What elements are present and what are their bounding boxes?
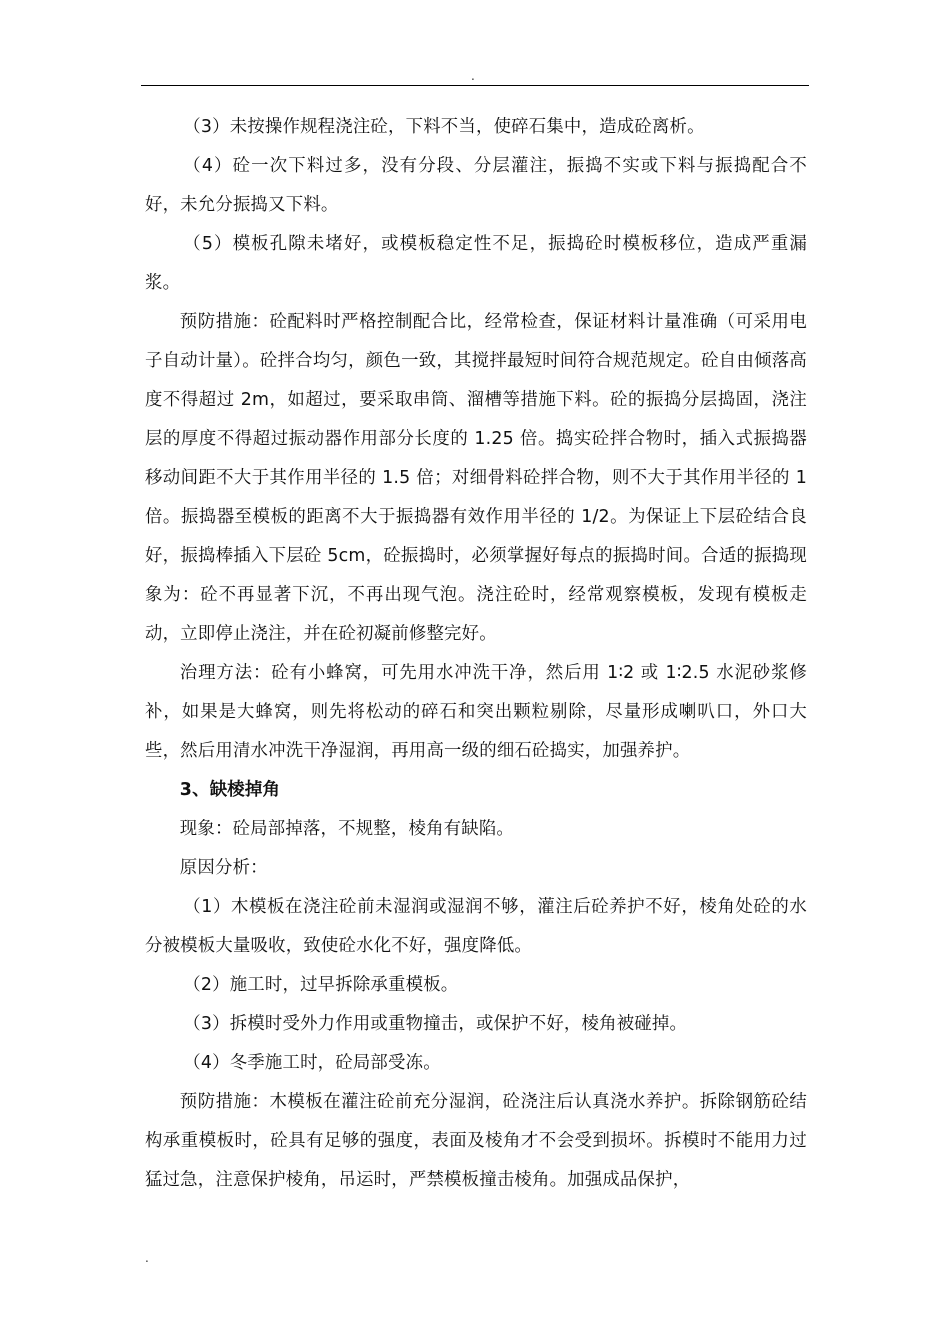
paragraph-cause-analysis-label: 原因分析： [179, 858, 268, 878]
paragraph-cause-2: （2）施工时，过早拆除承重模板。 [183, 975, 459, 995]
paragraph-prevention: 预防措施：砼配料时严格控制配合比，经常检查，保证材料计量准确（可采用电子自动计量）。砼拌合均匀，颜色一致，其搅拌最短时间符合规范规定。砼自由倾落高度不得超过 2m，如超过，要采取串筒、溜槽等措施下料。砼的振捣分层捣固，浇注层的厚度不得超过振动器作用部分长度的 1.25 倍。捣实砼拌合物时，插入式振捣器移动间距不大于其作用半径的 1.5 倍；对细骨料砼拌合物，则不大于其作用半径的 1 倍。振捣器至模板的距离不大于振捣器有效作用半径的 1/2。为保证上下层砼结合良好，振捣棒插入下层砼 5cm，砼振捣时，必须掌握好每点的振捣时间。合适的振捣现象为：砼不再显著下沉，不再出现气泡。浇注砼时，经常观察模板，发现有模板走动，立即停止浇注，并在砼初凝前修整完好。 [145, 312, 807, 644]
paragraph-cause-4b: （4）冬季施工时，砼局部受冻。 [183, 1053, 441, 1073]
paragraph-treatment: 治理方法：砼有小蜂窝，可先用水冲洗干净，然后用 1∶2 或 1∶2.5 水泥砂浆修补，如果是大蜂窝，则先将松动的碎石和突出颗粒剔除，尽量形成喇叭口，外口大些，然后用清水冲洗干净湿润，再用高一级的细石砼捣实，加强养护。 [145, 663, 807, 761]
paragraph-cause-5: （5）模板孔隙未堵好，或模板稳定性不足，振捣砼时模板移位，造成严重漏浆。 [145, 234, 807, 293]
paragraph-cause-3b: （3）拆模时受外力作用或重物撞击，或保护不好，棱角被碰掉。 [183, 1014, 688, 1034]
header-mark: . [471, 69, 475, 83]
paragraph-phenomenon: 现象：砼局部掉落，不规整，棱角有缺陷。 [179, 819, 515, 839]
paragraph-cause-1: （1）木模板在浇注砼前未湿润或湿润不够，灌注后砼养护不好，棱角处砼的水分被模板大量吸收，致使砼水化不好，强度降低。 [145, 897, 807, 956]
paragraph-cause-4: （4）砼一次下料过多，没有分段、分层灌注，振捣不实或下料与振捣配合不好，未允分振捣又下料。 [145, 156, 807, 215]
header-rule [141, 85, 809, 86]
footer-mark: . [145, 1251, 149, 1265]
paragraph-cause-3: （3）未按操作规程浇注砼，下料不当，使碎石集中，造成砼离析。 [183, 117, 705, 137]
section-heading: 3、缺棱掉角 [179, 780, 281, 800]
document-body [145, 108, 807, 1200]
paragraph-prevention-2: 预防措施：木模板在灌注砼前充分湿润，砼浇注后认真浇水养护。拆除钢筋砼结构承重模板时，砼具有足够的强度，表面及棱角才不会受到损坏。拆模时不能用力过猛过急，注意保护棱角，吊运时，严禁模板撞击棱角。加强成品保护， [145, 1092, 807, 1190]
